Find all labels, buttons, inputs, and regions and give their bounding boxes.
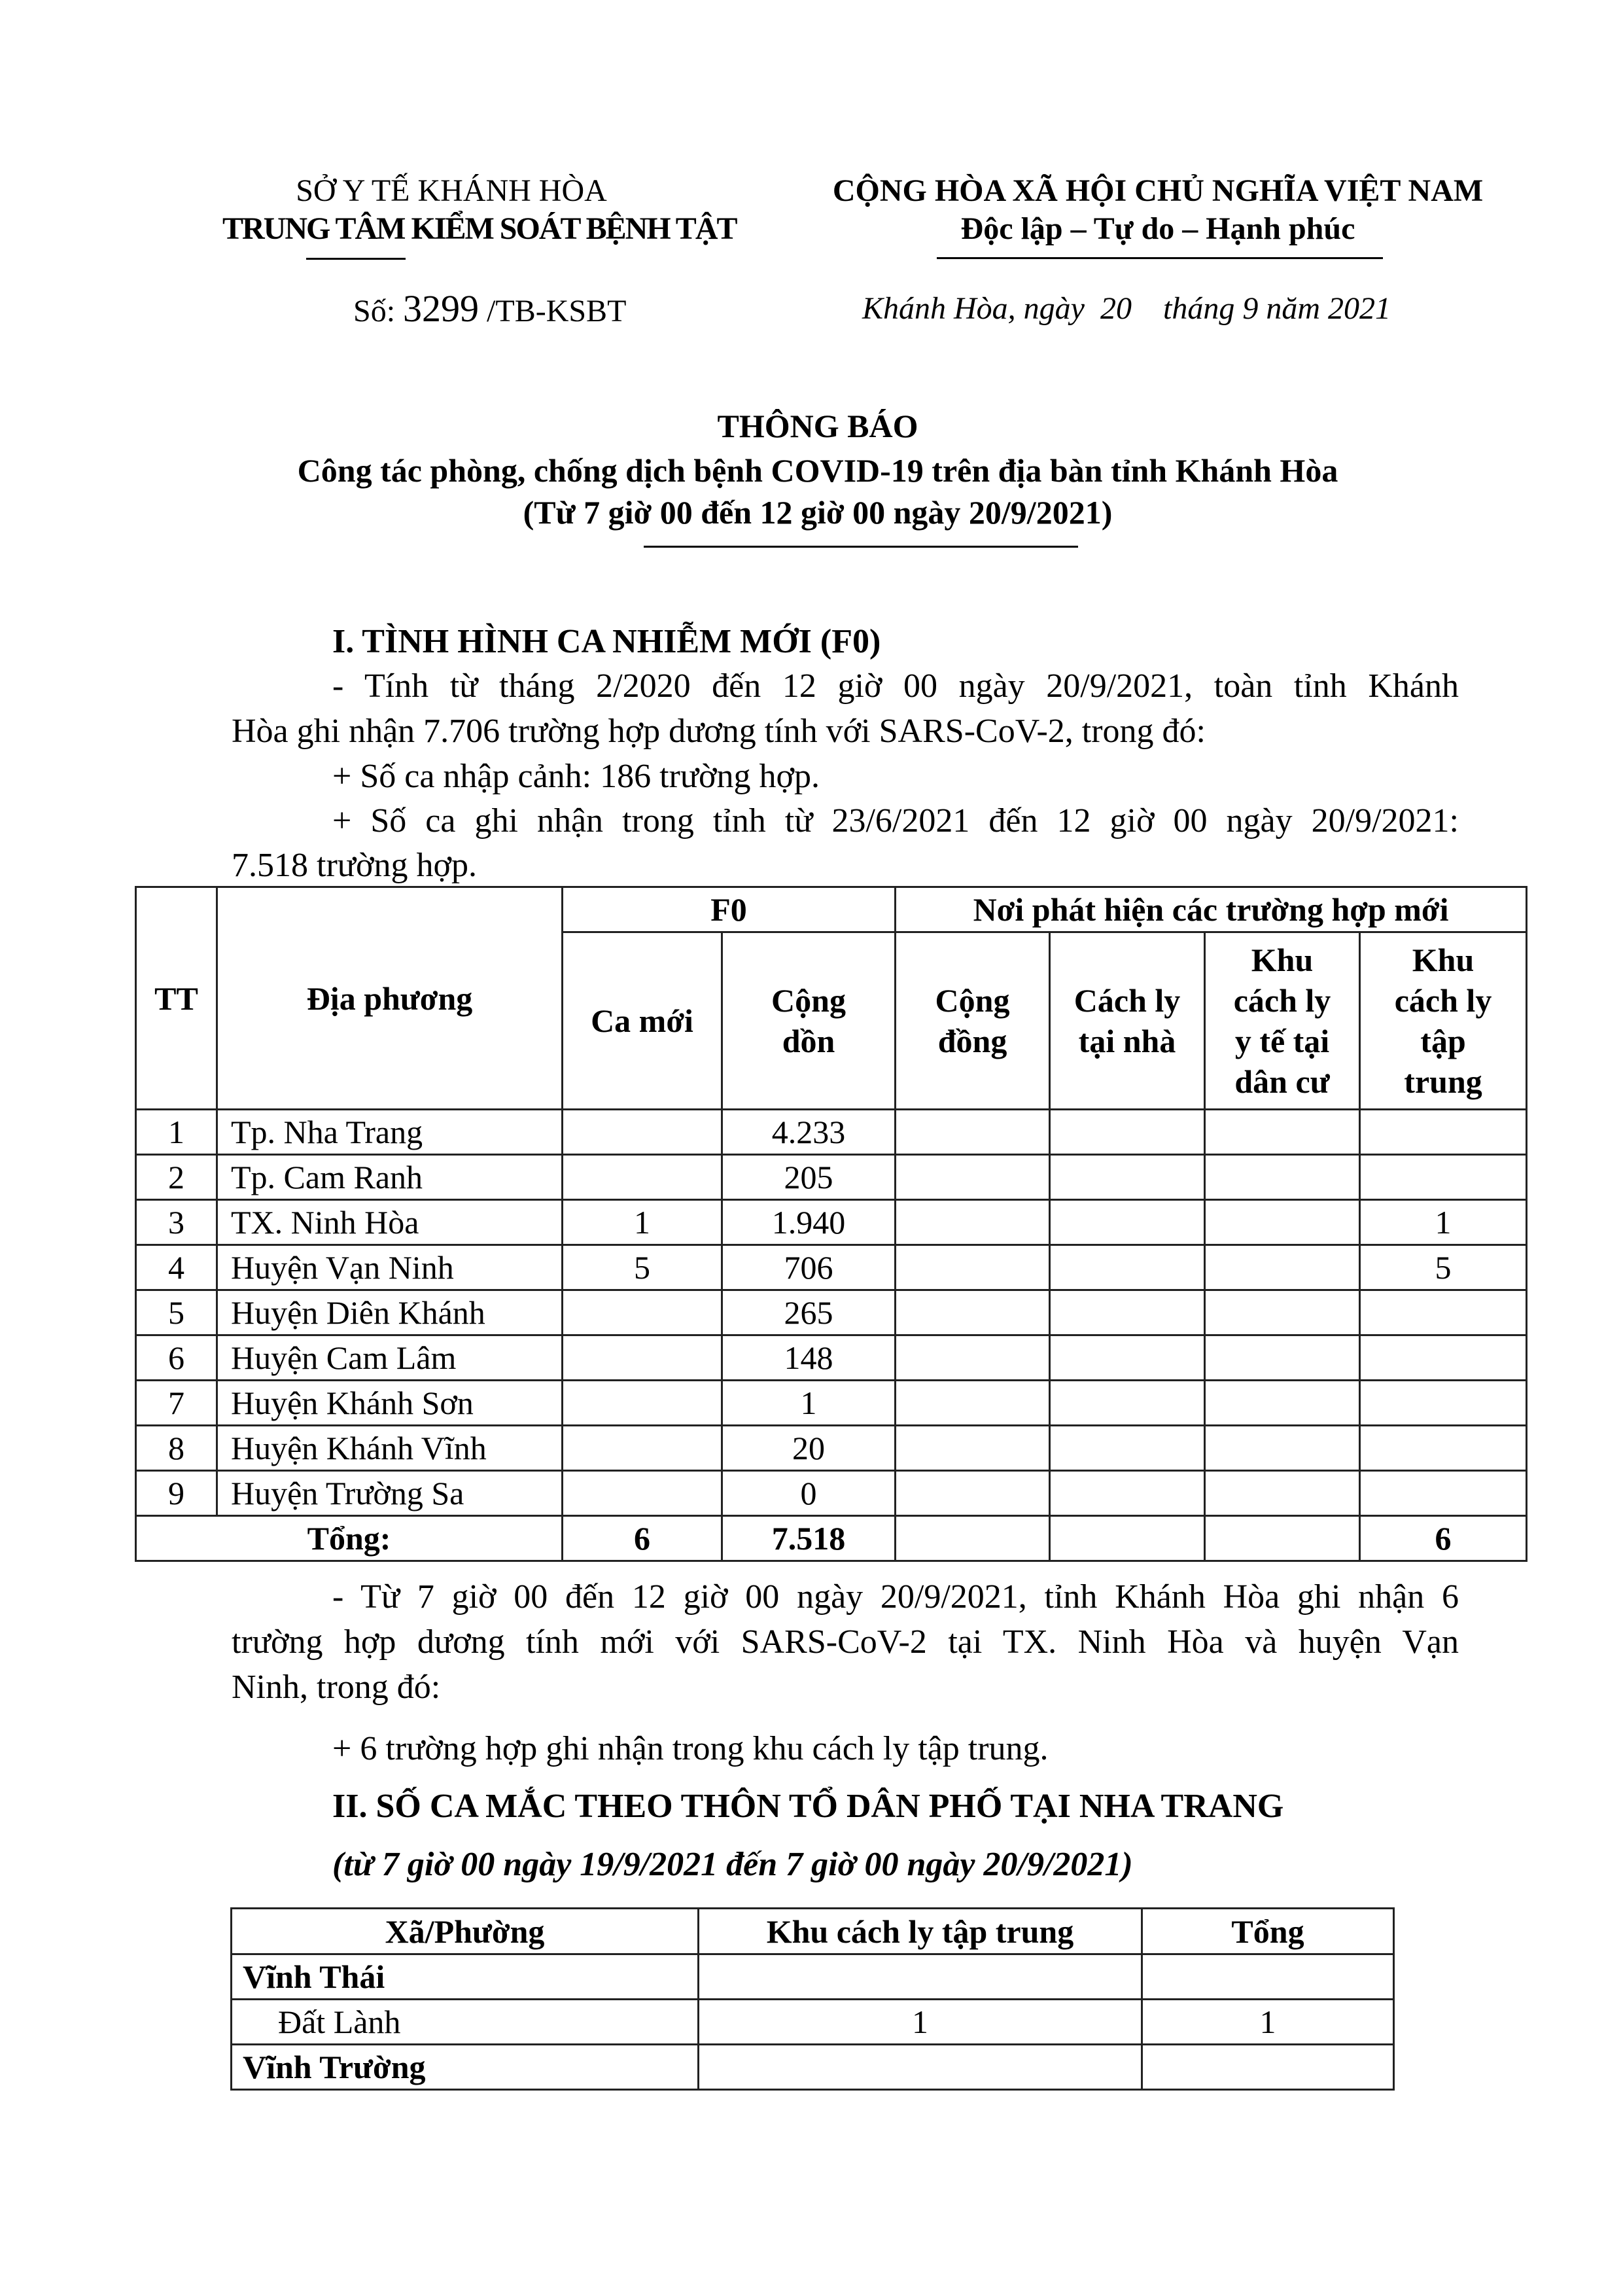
- row-new-cases: [563, 1471, 722, 1516]
- row-locality: Huyện Vạn Ninh: [217, 1245, 563, 1290]
- motto-underline: [937, 257, 1383, 259]
- table-header-row-1: [136, 887, 1527, 932]
- row-ward-total: [1142, 1954, 1394, 2000]
- row-new-cases: [563, 1155, 722, 1200]
- row-home-isolation: [1050, 1245, 1205, 1290]
- table-row: [136, 1335, 1527, 1381]
- row-medical-isolation: [1205, 1200, 1360, 1245]
- row-new-cases: [563, 1110, 722, 1155]
- agency-name: SỞ Y TẾ KHÁNH HÒA: [296, 173, 607, 208]
- total-cumulative: 7.518: [722, 1516, 896, 1561]
- total-community: [896, 1516, 1050, 1561]
- row-ward-central: [699, 1954, 1142, 2000]
- header-cumulative-l1: Cộng: [771, 982, 846, 1019]
- header-locality: Địa phương: [217, 887, 563, 1110]
- ward-table-row: [232, 2045, 1394, 2090]
- row-home-isolation: [1050, 1290, 1205, 1335]
- row-locality: Huyện Diên Khánh: [217, 1290, 563, 1335]
- section2-subheading: (từ 7 giờ 00 ngày 19/9/2021 đến 7 giờ 00 ngày 20/9/2021): [332, 1846, 1133, 1883]
- row-tt: 1: [136, 1110, 217, 1155]
- row-ward-central: [699, 2045, 1142, 2090]
- row-medical-isolation: [1205, 1471, 1360, 1516]
- header-medical-l3: y tế tại: [1234, 1023, 1330, 1059]
- row-cumulative: 1: [722, 1381, 896, 1426]
- row-cumulative: 205: [722, 1155, 896, 1200]
- row-ward-central: 1: [699, 2000, 1142, 2045]
- agency-unit: TRUNG TÂM KIỂM SOÁT BỆNH TẬT: [222, 211, 737, 246]
- row-cumulative: 0: [722, 1471, 896, 1516]
- row-ward-total: [1142, 2045, 1394, 2090]
- header-tt: TT: [136, 887, 217, 1110]
- row-home-isolation: [1050, 1471, 1205, 1516]
- place-date: [862, 289, 1391, 328]
- row-community: [896, 1245, 1050, 1290]
- row-new-cases: [563, 1426, 722, 1471]
- row-central-isolation: [1360, 1290, 1527, 1335]
- document-period: (Từ 7 giờ 00 đến 12 giờ 00 ngày 20/9/2021): [523, 494, 1113, 531]
- row-new-cases: 5: [563, 1245, 722, 1290]
- total-medical: [1205, 1516, 1360, 1561]
- document-number-suffix: /TB-KSBT: [487, 294, 627, 328]
- row-central-isolation: [1360, 1335, 1527, 1381]
- row-home-isolation: [1050, 1155, 1205, 1200]
- table-row: [136, 1110, 1527, 1155]
- row-central-isolation: [1360, 1155, 1527, 1200]
- row-tt: 3: [136, 1200, 217, 1245]
- header-community-l2: đồng: [937, 1023, 1007, 1059]
- document-number-value: 3299: [403, 287, 480, 330]
- row-medical-isolation: [1205, 1245, 1360, 1290]
- header-central-l1: Khu: [1412, 942, 1475, 978]
- section1-bullet2-line2: 7.518 trường hợp.: [232, 847, 477, 884]
- row-medical-isolation: [1205, 1426, 1360, 1471]
- row-locality: Tp. Nha Trang: [217, 1110, 563, 1155]
- row-home-isolation: [1050, 1200, 1205, 1245]
- place-date-day: 20: [1100, 291, 1132, 326]
- header-home-l1: Cách ly: [1073, 982, 1181, 1019]
- cases-by-ward-table: [230, 1907, 1395, 2091]
- total-home: [1050, 1516, 1205, 1561]
- row-central-isolation: 1: [1360, 1200, 1527, 1245]
- header-home-isolation: [1050, 932, 1205, 1110]
- header-medical-isolation: [1205, 932, 1360, 1110]
- section1-heading: I. TÌNH HÌNH CA NHIỄM MỚI (F0): [332, 623, 881, 660]
- table-row: [136, 1426, 1527, 1471]
- header-group-location: Nơi phát hiện các trường hợp mới: [896, 887, 1527, 932]
- row-tt: 2: [136, 1155, 217, 1200]
- row-medical-isolation: [1205, 1381, 1360, 1426]
- row-tt: 8: [136, 1426, 217, 1471]
- header-community-l1: Cộng: [935, 982, 1010, 1019]
- header-group-f0: F0: [563, 887, 896, 932]
- row-community: [896, 1155, 1050, 1200]
- header-medical-l2: cách ly: [1233, 982, 1331, 1019]
- header-central-l2: cách ly: [1394, 982, 1492, 1019]
- row-community: [896, 1381, 1050, 1426]
- row-tt: 6: [136, 1335, 217, 1381]
- header-new-cases: Ca mới: [563, 932, 722, 1110]
- row-ward: Đất Lành: [232, 2000, 699, 2045]
- row-community: [896, 1200, 1050, 1245]
- row-locality: Huyện Cam Lâm: [217, 1335, 563, 1381]
- header-cumulative: [722, 932, 896, 1110]
- row-medical-isolation: [1205, 1290, 1360, 1335]
- header-ward: Xã/Phường: [232, 1909, 699, 1954]
- row-cumulative: 706: [722, 1245, 896, 1290]
- section1-para1-line1: - Tính từ tháng 2/2020 đến 12 giờ 00 ngày 20/9/2021, toàn tỉnh Khánh: [332, 667, 1459, 705]
- ward-table-row: [232, 1954, 1394, 2000]
- header-community: [896, 932, 1050, 1110]
- row-ward: Vĩnh Trường: [232, 2045, 699, 2090]
- table-row: [136, 1290, 1527, 1335]
- section1-bullet1: + Số ca nhập cảnh: 186 trường hợp.: [332, 758, 820, 795]
- header-central-l3: tập: [1420, 1023, 1466, 1059]
- title-underline: [644, 546, 1078, 548]
- row-tt: 7: [136, 1381, 217, 1426]
- table-row: [136, 1471, 1527, 1516]
- row-central-isolation: [1360, 1471, 1527, 1516]
- section1-para1-line2: Hòa ghi nhận 7.706 trường hợp dương tính với SARS-CoV-2, trong đó:: [232, 713, 1206, 750]
- national-title: CỘNG HÒA XÃ HỘI CHỦ NGHĨA VIỆT NAM: [832, 173, 1484, 208]
- table-row: [136, 1155, 1527, 1200]
- row-central-isolation: [1360, 1381, 1527, 1426]
- document-number-prefix: Số:: [353, 294, 396, 328]
- row-tt: 5: [136, 1290, 217, 1335]
- header-ward-total: Tổng: [1142, 1909, 1394, 1954]
- row-central-isolation: [1360, 1426, 1527, 1471]
- header-ward-central: Khu cách ly tập trung: [699, 1909, 1142, 1954]
- row-locality: Huyện Trường Sa: [217, 1471, 563, 1516]
- row-cumulative: 4.233: [722, 1110, 896, 1155]
- row-medical-isolation: [1205, 1155, 1360, 1200]
- row-central-isolation: [1360, 1110, 1527, 1155]
- table-row: [136, 1200, 1527, 1245]
- row-community: [896, 1290, 1050, 1335]
- total-new: 6: [563, 1516, 722, 1561]
- section1-para2-line1: - Từ 7 giờ 00 đến 12 giờ 00 ngày 20/9/2021, tỉnh Khánh Hòa ghi nhận 6: [332, 1578, 1459, 1616]
- place-date-month-year: tháng 9 năm 2021: [1162, 291, 1391, 326]
- row-new-cases: [563, 1335, 722, 1381]
- cases-by-locality-table: [135, 886, 1527, 1562]
- row-community: [896, 1426, 1050, 1471]
- document-number: [353, 289, 626, 331]
- row-community: [896, 1471, 1050, 1516]
- row-community: [896, 1335, 1050, 1381]
- header-medical-l4: dân cư: [1234, 1063, 1330, 1100]
- row-locality: Huyện Khánh Sơn: [217, 1381, 563, 1426]
- row-medical-isolation: [1205, 1335, 1360, 1381]
- header-central-isolation: [1360, 932, 1527, 1110]
- header-home-l2: tại nhà: [1078, 1023, 1176, 1059]
- row-community: [896, 1110, 1050, 1155]
- header-central-l4: trung: [1404, 1063, 1482, 1100]
- row-locality: Huyện Khánh Vĩnh: [217, 1426, 563, 1471]
- row-new-cases: 1: [563, 1200, 722, 1245]
- section1-para2-line2: trường hợp dương tính mới với SARS-CoV-2 tại TX. Ninh Hòa và huyện Vạn: [232, 1623, 1459, 1661]
- row-home-isolation: [1050, 1426, 1205, 1471]
- row-home-isolation: [1050, 1381, 1205, 1426]
- row-cumulative: 1.940: [722, 1200, 896, 1245]
- agency-underline: [306, 258, 406, 260]
- row-medical-isolation: [1205, 1110, 1360, 1155]
- ward-table-header: [232, 1909, 1394, 1954]
- table-row: [136, 1381, 1527, 1426]
- row-new-cases: [563, 1381, 722, 1426]
- document-title: THÔNG BÁO: [717, 408, 918, 444]
- total-central: 6: [1360, 1516, 1527, 1561]
- row-locality: Tp. Cam Ranh: [217, 1155, 563, 1200]
- row-cumulative: 20: [722, 1426, 896, 1471]
- row-ward: Vĩnh Thái: [232, 1954, 699, 2000]
- row-ward-total: 1: [1142, 2000, 1394, 2045]
- header-medical-l1: Khu: [1251, 942, 1314, 978]
- section1-bullet3: + 6 trường hợp ghi nhận trong khu cách ly tập trung.: [332, 1730, 1049, 1767]
- row-home-isolation: [1050, 1110, 1205, 1155]
- ward-table-row: [232, 2000, 1394, 2045]
- place-date-prefix: Khánh Hòa, ngày: [862, 291, 1085, 326]
- document-subtitle: Công tác phòng, chống dịch bệnh COVID-19 trên địa bàn tỉnh Khánh Hòa: [297, 452, 1338, 489]
- section1-para2-line3: Ninh, trong đó:: [232, 1669, 441, 1706]
- table-row: [136, 1245, 1527, 1290]
- row-tt: 9: [136, 1471, 217, 1516]
- row-cumulative: 265: [722, 1290, 896, 1335]
- row-new-cases: [563, 1290, 722, 1335]
- row-locality: TX. Ninh Hòa: [217, 1200, 563, 1245]
- national-motto: Độc lập – Tự do – Hạnh phúc: [960, 211, 1355, 246]
- section2-heading: II. SỐ CA MẮC THEO THÔN TỔ DÂN PHỐ TẠI NHA TRANG: [332, 1788, 1284, 1825]
- row-home-isolation: [1050, 1335, 1205, 1381]
- row-cumulative: 148: [722, 1335, 896, 1381]
- row-central-isolation: 5: [1360, 1245, 1527, 1290]
- row-tt: 4: [136, 1245, 217, 1290]
- section1-bullet2-line1: + Số ca ghi nhận trong tỉnh từ 23/6/2021 đến 12 giờ 00 ngày 20/9/2021:: [332, 802, 1459, 839]
- total-label: Tổng:: [136, 1516, 563, 1561]
- header-cumulative-l2: dồn: [782, 1023, 835, 1059]
- table-total-row: [136, 1516, 1527, 1561]
